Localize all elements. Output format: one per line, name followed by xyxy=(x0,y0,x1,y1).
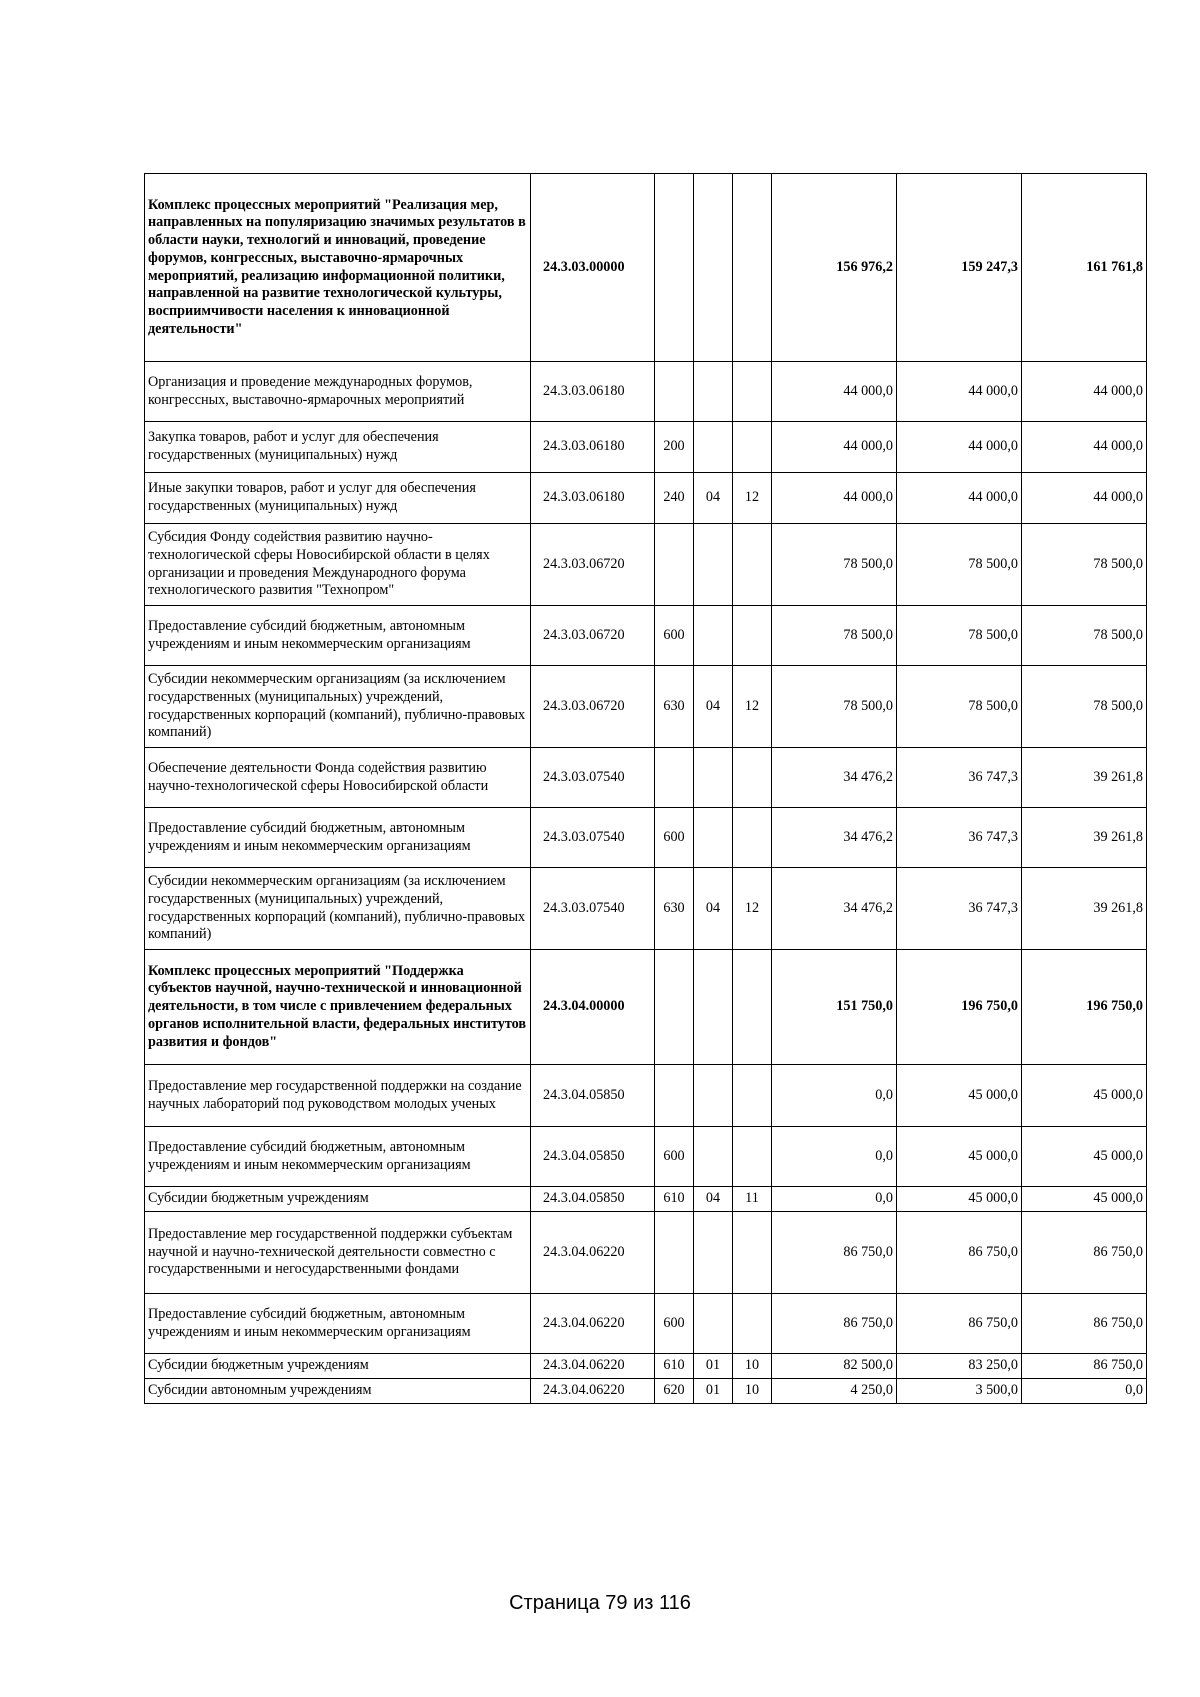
subsection-cell: 11 xyxy=(733,1187,772,1212)
table-row xyxy=(145,606,1147,666)
amount-year3-cell: 78 500,0 xyxy=(1022,524,1147,606)
subsection-cell xyxy=(733,808,772,868)
subsection-cell: 12 xyxy=(733,868,772,950)
subsection-cell xyxy=(733,606,772,666)
table-row xyxy=(145,1294,1147,1354)
amount-year3-cell: 44 000,0 xyxy=(1022,422,1147,473)
table-row xyxy=(145,174,1147,362)
target-code-cell: 24.3.03.06180 xyxy=(531,422,655,473)
target-code-cell: 24.3.04.06220 xyxy=(531,1212,655,1294)
subsection-cell: 10 xyxy=(733,1379,772,1404)
subsection-cell xyxy=(733,950,772,1065)
target-code-cell: 24.3.04.06220 xyxy=(531,1379,655,1404)
amount-year1-cell: 156 976,2 xyxy=(772,174,897,362)
target-code-cell: 24.3.04.06220 xyxy=(531,1354,655,1379)
amount-year2-cell: 196 750,0 xyxy=(897,950,1022,1065)
item-name-cell: Обеспечение деятельности Фонда содействия развитию научно-технологической сферы Новосибирской области xyxy=(145,748,531,808)
table-row xyxy=(145,422,1147,473)
table-row xyxy=(145,1187,1147,1212)
table-row xyxy=(145,1212,1147,1294)
amount-year3-cell: 39 261,8 xyxy=(1022,748,1147,808)
expense-type-cell: 600 xyxy=(655,808,694,868)
table-row xyxy=(145,1354,1147,1379)
expense-type-cell xyxy=(655,174,694,362)
subsection-cell xyxy=(733,1294,772,1354)
subsection-cell xyxy=(733,1065,772,1127)
table-row xyxy=(145,808,1147,868)
subsection-cell: 12 xyxy=(733,666,772,748)
amount-year2-cell: 44 000,0 xyxy=(897,362,1022,422)
amount-year1-cell: 78 500,0 xyxy=(772,666,897,748)
item-name-cell: Комплекс процессных мероприятий "Поддержка субъектов научной, научно-технической и инновационной деятельности, в том числе с привлечением федеральных органов исполнительной власти, федеральных институтов развития и фондов" xyxy=(145,950,531,1065)
amount-year2-cell: 45 000,0 xyxy=(897,1127,1022,1187)
amount-year3-cell: 45 000,0 xyxy=(1022,1127,1147,1187)
section-cell xyxy=(694,1065,733,1127)
amount-year1-cell: 78 500,0 xyxy=(772,524,897,606)
amount-year1-cell: 34 476,2 xyxy=(772,868,897,950)
expense-type-cell: 610 xyxy=(655,1187,694,1212)
amount-year2-cell: 78 500,0 xyxy=(897,606,1022,666)
section-cell xyxy=(694,1212,733,1294)
section-cell: 04 xyxy=(694,473,733,524)
amount-year1-cell: 34 476,2 xyxy=(772,808,897,868)
amount-year1-cell: 78 500,0 xyxy=(772,606,897,666)
section-cell xyxy=(694,174,733,362)
amount-year1-cell: 44 000,0 xyxy=(772,422,897,473)
target-code-cell: 24.3.03.06720 xyxy=(531,666,655,748)
subsection-cell: 10 xyxy=(733,1354,772,1379)
target-code-cell: 24.3.04.05850 xyxy=(531,1127,655,1187)
amount-year3-cell: 86 750,0 xyxy=(1022,1294,1147,1354)
amount-year2-cell: 45 000,0 xyxy=(897,1187,1022,1212)
amount-year2-cell: 44 000,0 xyxy=(897,422,1022,473)
amount-year2-cell: 78 500,0 xyxy=(897,666,1022,748)
amount-year1-cell: 34 476,2 xyxy=(772,748,897,808)
section-cell xyxy=(694,748,733,808)
amount-year1-cell: 151 750,0 xyxy=(772,950,897,1065)
amount-year3-cell: 44 000,0 xyxy=(1022,473,1147,524)
table-row xyxy=(145,666,1147,748)
table-row xyxy=(145,1379,1147,1404)
table-row xyxy=(145,868,1147,950)
section-cell xyxy=(694,1127,733,1187)
section-cell xyxy=(694,524,733,606)
item-name-cell: Субсидии некоммерческим организациям (за исключением государственных (муниципальных) учреждений, государственных корпораций (компаний), публично-правовых компаний) xyxy=(145,666,531,748)
amount-year3-cell: 0,0 xyxy=(1022,1379,1147,1404)
item-name-cell: Субсидии автономным учреждениям xyxy=(145,1379,531,1404)
section-cell xyxy=(694,362,733,422)
amount-year1-cell: 0,0 xyxy=(772,1127,897,1187)
item-name-cell: Субсидии некоммерческим организациям (за исключением государственных (муниципальных) учреждений, государственных корпораций (компаний), публично-правовых компаний) xyxy=(145,868,531,950)
subsection-cell xyxy=(733,362,772,422)
amount-year2-cell: 3 500,0 xyxy=(897,1379,1022,1404)
amount-year3-cell: 86 750,0 xyxy=(1022,1354,1147,1379)
budget-table xyxy=(144,173,1147,1404)
item-name-cell: Иные закупки товаров, работ и услуг для обеспечения государственных (муниципальных) нужд xyxy=(145,473,531,524)
amount-year3-cell: 45 000,0 xyxy=(1022,1187,1147,1212)
target-code-cell: 24.3.03.07540 xyxy=(531,748,655,808)
target-code-cell: 24.3.03.06720 xyxy=(531,524,655,606)
subsection-cell xyxy=(733,524,772,606)
expense-type-cell: 600 xyxy=(655,1127,694,1187)
expense-type-cell: 600 xyxy=(655,1294,694,1354)
item-name-cell: Субсидии бюджетным учреждениям xyxy=(145,1187,531,1212)
expense-type-cell: 610 xyxy=(655,1354,694,1379)
item-name-cell: Предоставление субсидий бюджетным, автономным учреждениям и иным некоммерческим организациям xyxy=(145,1127,531,1187)
target-code-cell: 24.3.04.06220 xyxy=(531,1294,655,1354)
expense-type-cell: 200 xyxy=(655,422,694,473)
amount-year2-cell: 44 000,0 xyxy=(897,473,1022,524)
target-code-cell: 24.3.04.00000 xyxy=(531,950,655,1065)
item-name-cell: Субсидия Фонду содействия развитию научно-технологической сферы Новосибирской области в целях организации и проведения Международного форума технологического развития "Технопром" xyxy=(145,524,531,606)
amount-year2-cell: 159 247,3 xyxy=(897,174,1022,362)
target-code-cell: 24.3.03.06720 xyxy=(531,606,655,666)
amount-year2-cell: 36 747,3 xyxy=(897,808,1022,868)
subsection-cell xyxy=(733,1127,772,1187)
amount-year1-cell: 0,0 xyxy=(772,1065,897,1127)
amount-year3-cell: 39 261,8 xyxy=(1022,808,1147,868)
amount-year1-cell: 44 000,0 xyxy=(772,362,897,422)
expense-type-cell xyxy=(655,524,694,606)
amount-year1-cell: 86 750,0 xyxy=(772,1212,897,1294)
amount-year3-cell: 78 500,0 xyxy=(1022,606,1147,666)
page-number: Страница 79 из 116 xyxy=(509,1592,691,1614)
amount-year3-cell: 45 000,0 xyxy=(1022,1065,1147,1127)
table-row xyxy=(145,1127,1147,1187)
subsection-cell xyxy=(733,422,772,473)
target-code-cell: 24.3.03.00000 xyxy=(531,174,655,362)
table-row xyxy=(145,362,1147,422)
amount-year2-cell: 36 747,3 xyxy=(897,748,1022,808)
amount-year3-cell: 161 761,8 xyxy=(1022,174,1147,362)
table-row xyxy=(145,950,1147,1065)
subsection-cell: 12 xyxy=(733,473,772,524)
amount-year1-cell: 82 500,0 xyxy=(772,1354,897,1379)
amount-year1-cell: 0,0 xyxy=(772,1187,897,1212)
amount-year2-cell: 36 747,3 xyxy=(897,868,1022,950)
expense-type-cell: 240 xyxy=(655,473,694,524)
item-name-cell: Субсидии бюджетным учреждениям xyxy=(145,1354,531,1379)
expense-type-cell: 600 xyxy=(655,606,694,666)
amount-year3-cell: 44 000,0 xyxy=(1022,362,1147,422)
amount-year2-cell: 83 250,0 xyxy=(897,1354,1022,1379)
target-code-cell: 24.3.04.05850 xyxy=(531,1187,655,1212)
section-cell xyxy=(694,606,733,666)
amount-year2-cell: 86 750,0 xyxy=(897,1294,1022,1354)
table-row xyxy=(145,748,1147,808)
amount-year3-cell: 196 750,0 xyxy=(1022,950,1147,1065)
target-code-cell: 24.3.03.07540 xyxy=(531,808,655,868)
expense-type-cell: 630 xyxy=(655,666,694,748)
section-cell: 04 xyxy=(694,666,733,748)
table-row xyxy=(145,1065,1147,1127)
expense-type-cell xyxy=(655,950,694,1065)
item-name-cell: Закупка товаров, работ и услуг для обеспечения государственных (муниципальных) нужд xyxy=(145,422,531,473)
section-cell xyxy=(694,1294,733,1354)
item-name-cell: Предоставление мер государственной поддержки на создание научных лабораторий под руководством молодых ученых xyxy=(145,1065,531,1127)
item-name-cell: Организация и проведение международных форумов, конгрессных, выставочно-ярмарочных мероприятий xyxy=(145,362,531,422)
subsection-cell xyxy=(733,748,772,808)
amount-year3-cell: 39 261,8 xyxy=(1022,868,1147,950)
amount-year2-cell: 78 500,0 xyxy=(897,524,1022,606)
subsection-cell xyxy=(733,1212,772,1294)
target-code-cell: 24.3.03.06180 xyxy=(531,362,655,422)
subsection-cell xyxy=(733,174,772,362)
item-name-cell: Комплекс процессных мероприятий "Реализация мер, направленных на популяризацию значимых результатов в области науки, технологий и инноваций, проведение форумов, конгрессных, выставочно-ярмарочных мероприятий, реализацию информационной политики, направленной на развитие технологической культуры, восприимчивости населения к инновационной деятельности" xyxy=(145,174,531,362)
item-name-cell: Предоставление субсидий бюджетным, автономным учреждениям и иным некоммерческим организациям xyxy=(145,808,531,868)
item-name-cell: Предоставление субсидий бюджетным, автономным учреждениям и иным некоммерческим организациям xyxy=(145,606,531,666)
expense-type-cell: 630 xyxy=(655,868,694,950)
section-cell xyxy=(694,422,733,473)
section-cell: 01 xyxy=(694,1354,733,1379)
amount-year1-cell: 86 750,0 xyxy=(772,1294,897,1354)
section-cell xyxy=(694,950,733,1065)
expense-type-cell xyxy=(655,748,694,808)
expense-type-cell xyxy=(655,1065,694,1127)
item-name-cell: Предоставление субсидий бюджетным, автономным учреждениям и иным некоммерческим организациям xyxy=(145,1294,531,1354)
amount-year3-cell: 86 750,0 xyxy=(1022,1212,1147,1294)
target-code-cell: 24.3.03.07540 xyxy=(531,868,655,950)
amount-year1-cell: 44 000,0 xyxy=(772,473,897,524)
expense-type-cell: 620 xyxy=(655,1379,694,1404)
amount-year2-cell: 86 750,0 xyxy=(897,1212,1022,1294)
table-row xyxy=(145,524,1147,606)
amount-year1-cell: 4 250,0 xyxy=(772,1379,897,1404)
section-cell: 04 xyxy=(694,868,733,950)
target-code-cell: 24.3.04.05850 xyxy=(531,1065,655,1127)
target-code-cell: 24.3.03.06180 xyxy=(531,473,655,524)
amount-year3-cell: 78 500,0 xyxy=(1022,666,1147,748)
section-cell: 04 xyxy=(694,1187,733,1212)
item-name-cell: Предоставление мер государственной поддержки субъектам научной и научно-технической деятельности совместно с государственными и негосударственными фондами xyxy=(145,1212,531,1294)
table-row xyxy=(145,473,1147,524)
section-cell: 01 xyxy=(694,1379,733,1404)
amount-year2-cell: 45 000,0 xyxy=(897,1065,1022,1127)
expense-type-cell xyxy=(655,362,694,422)
expense-type-cell xyxy=(655,1212,694,1294)
section-cell xyxy=(694,808,733,868)
